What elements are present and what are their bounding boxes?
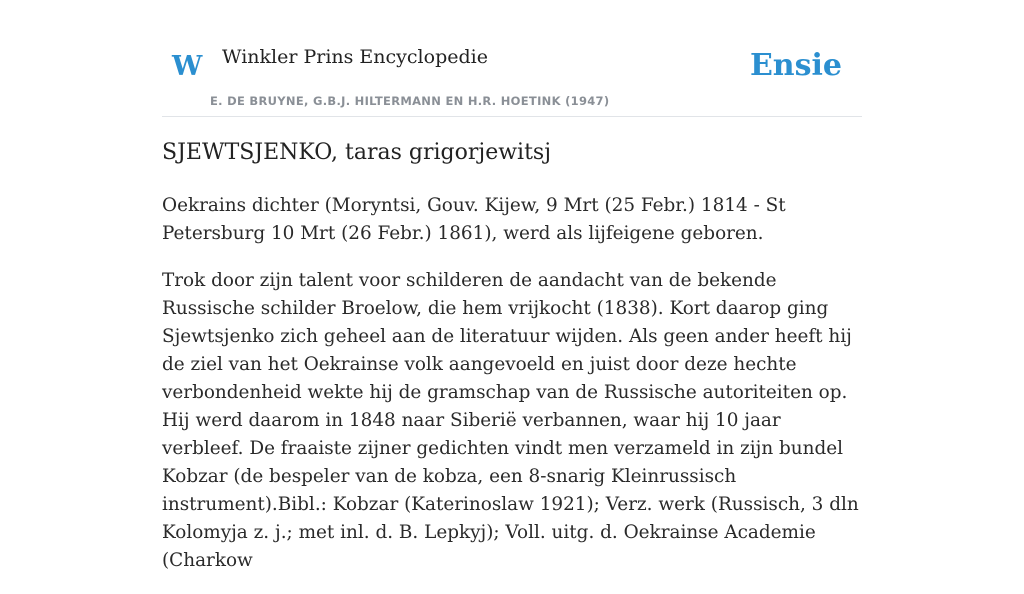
publication-authors: E. DE BRUYNE, G.B.J. HILTERMANN EN H.R. HOETINK (1947) [210, 94, 610, 108]
publication-title-link[interactable]: Winkler Prins Encyclopedie [222, 46, 488, 68]
article-paragraph-body: Trok door zijn talent voor schilderen de aandacht van de bekende Russische schilder Broelow, die hem vrijkocht (1838). Kort daarop ging Sjewtsjenko zich geheel aan de literatuur wijden. Als geen ander heeft hij de ziel van het Oekrainse volk aangevoeld en juist door deze hechte verbondenheid wekte hij de gramschap van de Russische autoriteiten op. Hij werd daarom in 1848 naar Siberië verbannen, waar hij 10 jaar verbleef. De fraaiste zijner gedichten vindt men verzameld in zijn bundel Kobzar (de bespeler van de kobza, een 8-snarig Kleinrussisch instrument).Bibl.: Kobzar (Katerinoslaw 1921); Verz. werk (Russisch, 3 dln Kolomyja z. j.; met inl. d. B. Lepkyj); Voll. uitg. d. Oekrainse Academie (Charkow [162, 270, 859, 571]
article-body [162, 192, 864, 594]
article-paragraph-intro: Oekrains dichter (Moryntsi, Gouv. Kijew, 9 Mrt (25 Febr.) 1814 - St Petersburg 10 Mrt (26 Febr.) 1861), werd als lijfeigene geboren. [162, 195, 786, 244]
site-header [162, 0, 862, 117]
article-title: SJEWTSJENKO, taras grigorjewitsj [162, 140, 552, 165]
ensie-brand-logo[interactable]: Ensie [749, 48, 842, 83]
publication-logo-icon[interactable]: W [172, 51, 203, 82]
